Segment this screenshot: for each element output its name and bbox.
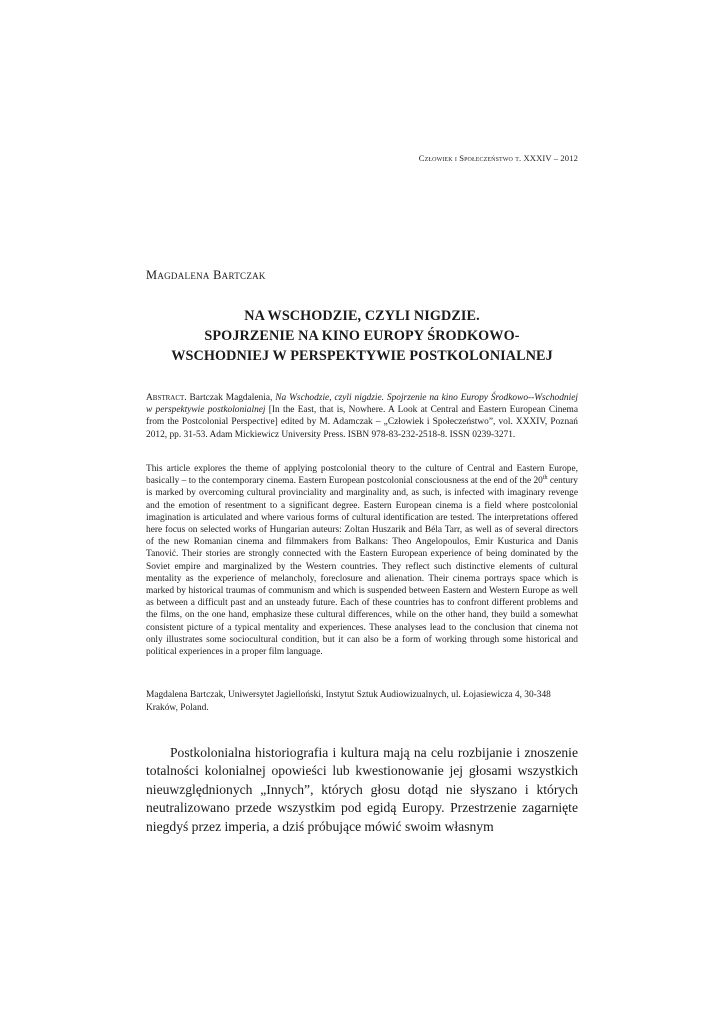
- body-paragraph: Postkolonialna historiografia i kultura mają na celu rozbijanie i znoszenie totalności kolonialnej opowieści lub kwestionowanie jej głosami wszystkich nieuwzględnionych „Innych”, których głosu dotąd nie słyszano i których neutralizowano przede wszystkim pod egidą Europy. Przestrzenie zagarnięte niegdyś przez imperia, a dziś próbujące mówić swoim własnym: [146, 745, 578, 834]
- summary-superscript: th: [542, 475, 548, 482]
- abstract-title-pl: Na Wschodzie, czyli nigdzie. Spojrzenie na kino Europy Środkowo--Wschodniej w perspektywie postkolonialnej: [146, 393, 578, 416]
- summary-text: century is marked by overcoming cultural provinciality and marginality and, as such, is infected with imaginary revenge and the emotion of resentment to a significant degree. Eastern European cinema is a field where postcolonial imagination is articulated and where various forms of cultural identification are tested. The interpretations offered here focus on selected works of Hungarian auteurs: Zoltan Huszarik and Béla Tarr, as well as of several directors of the new Romanian cinema and filmmakers from Balkans: Theo Angelopoulos, Emir Kusturica and Danis Tanović. Their stories are strongly connected with the Eastern European experience of being dominated by the Soviet empire and marginalized by the Western countries. They reflect such distinctive elements of cultural mentality as the experience of melancholy, foreclosure and alienation. Their cinema portrays space which is marked by historical traumas of communism and which is suspended between Eastern and Western Europe as well as between a difficult past and an unsteady future. Each of these countries has to confront different problems and the films, on the one hand, emphasize these cultural differences, while on the other hand, they build a somewhat consistent picture of a typical mentality and experiences. These analyses lead to the conclusion that cinema not only illustrates some sociocultural condition, but it can also be a form of working through some historical and political experiences in a proper film language.: [146, 476, 578, 658]
- title-line: WSCHODNIEJ W PERSPEKTYWIE POSTKOLONIALNEJ: [171, 348, 553, 364]
- summary-text: This article explores the theme of applying postcolonial theory to the culture of Central and Eastern Europe, basically – to the contemporary cinema. Eastern European postcolonial consciousness at the end of the 20: [146, 464, 578, 487]
- running-head: Człowiek i Społeczeństwo t. XXXIV – 2012: [418, 153, 578, 163]
- abstract-citation: [146, 392, 578, 441]
- author-name: Magdalena Bartczak: [146, 268, 266, 282]
- title-line: NA WSCHODZIE, CZYLI NIGDZIE.: [244, 308, 480, 324]
- article-title: [146, 306, 578, 366]
- abstract-label: Abstract.: [146, 393, 187, 403]
- title-line: SPOJRZENIE NA KINO EUROPY ŚRODKOWO-: [204, 328, 520, 344]
- author-affiliation: Magdalena Bartczak, Uniwersytet Jagielloński, Instytut Sztuk Audiowizualnych, ul. Łojasiewicza 4, 30-348 Kraków, Poland.: [146, 690, 551, 713]
- abstract-lead: Bartczak Magdalenia,: [186, 393, 276, 403]
- abstract-rest: [In the East, that is, Nowhere. A Look at Central and Eastern European Cinema from the Postcolonial Perspective] edited by M. Adamczak – „Człowiek i Społeczeństwo”, vol. XXXIV, Poznań 2012, pp. 31-53. Adam Mickiewicz University Press. ISBN 978-83-232-2518-8. ISSN 0239-3271.: [146, 405, 579, 440]
- abstract-summary: [146, 463, 578, 658]
